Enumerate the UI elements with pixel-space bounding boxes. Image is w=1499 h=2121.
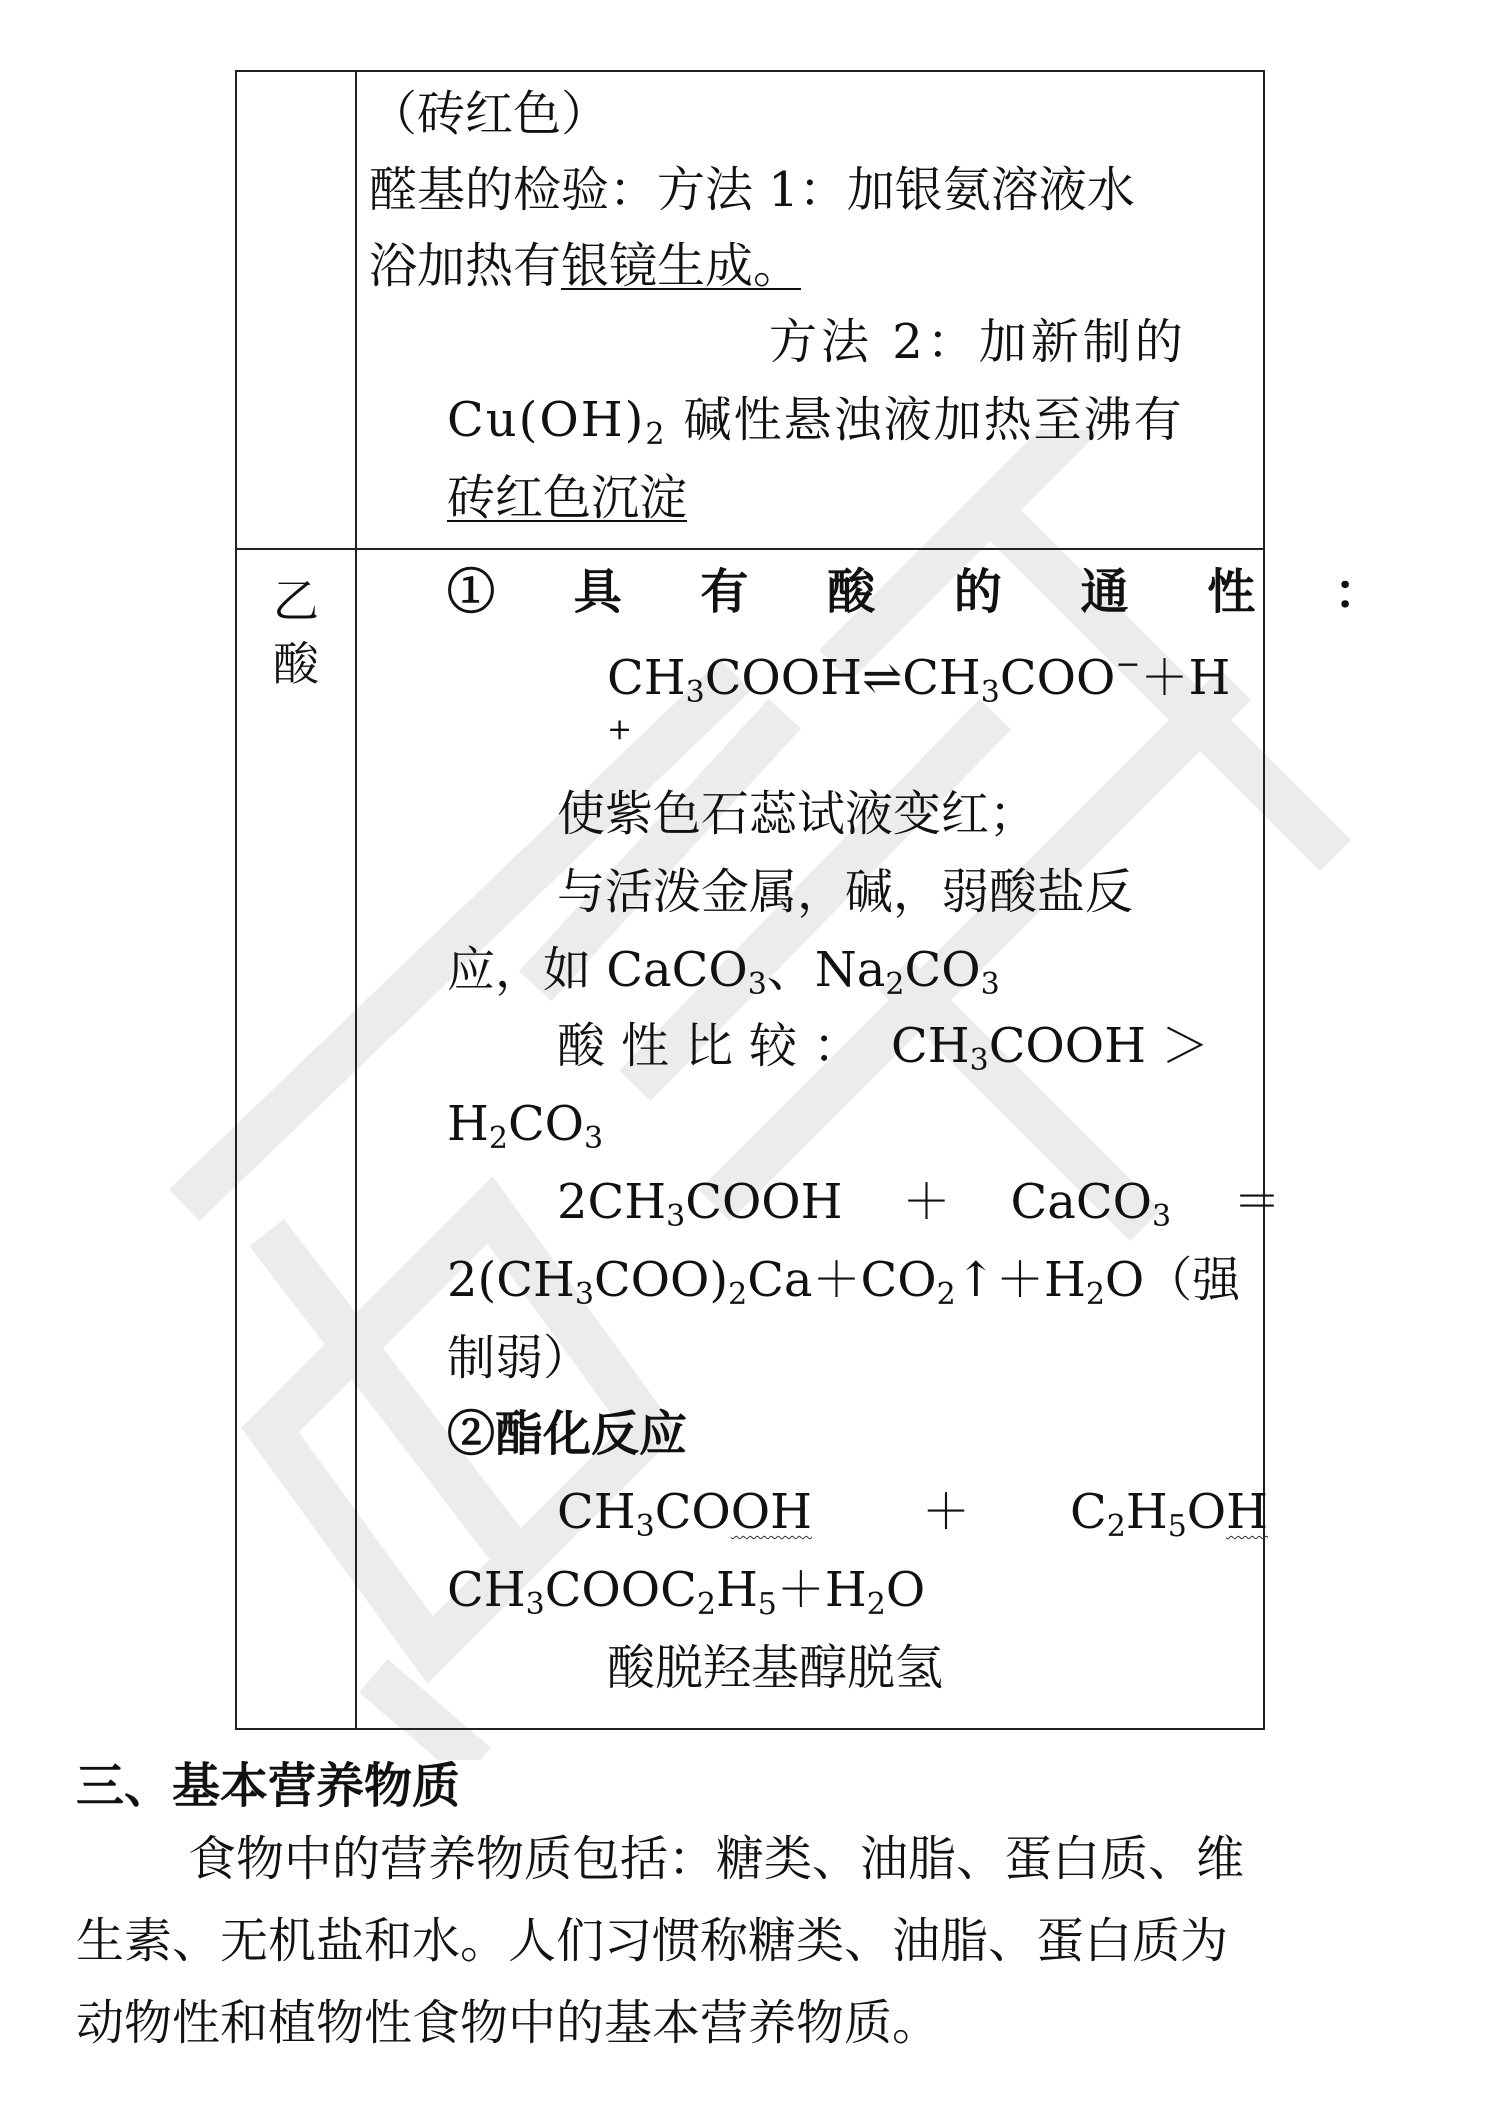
esterification-line-2: $CH_3COOC_2H_5+H_2O$	[447, 1562, 926, 1622]
proton-charge: +	[607, 712, 633, 747]
brick-red-precipitate-underlined: 砖红色沉淀	[447, 470, 688, 526]
acidity-compare-line: 酸性比较： $CH_3COOH$ ＞	[557, 1018, 1210, 1078]
acid-property-heading: ① 具 有 酸 的 通 性 ：	[447, 564, 1413, 620]
esterification-heading: ②酯化反应	[447, 1406, 688, 1462]
paragraph-line: 动物性和植物性食物中的基本营养物质。	[76, 1995, 941, 2051]
acetic-acid-content-cell	[356, 549, 1413, 1729]
aldehyde-test-method1-line: 醛基的检验：方法 1：加银氨溶液水	[369, 162, 1135, 218]
body-paragraph	[76, 1818, 1436, 2064]
section-heading: 三、基本营养物质	[76, 1758, 461, 1814]
acetic-acid-name-cell: 乙 酸	[236, 549, 356, 1729]
table-row	[236, 549, 1264, 1729]
carbonate-equation-line-1: $2CH_3COOH$ ＋ CaCO$_3$ ＝	[557, 1174, 1282, 1234]
reaction-line-1: 与活泼金属，碱，弱酸盐反	[557, 864, 1134, 920]
strong-weak-note: 制弱）	[447, 1330, 592, 1386]
carbonate-equation-line-2: $2(CH_3COO)_2Ca+CO_2↑+H_2O$（强	[447, 1252, 1241, 1312]
aldehyde-content-cell	[356, 71, 1264, 549]
hydroxyl-wavy: OH	[730, 1484, 812, 1540]
esterification-line-1: $CH_3COOH + C_2H_5OH$	[557, 1484, 1268, 1544]
brick-red-note: （砖红色）	[369, 86, 610, 142]
content-table	[235, 70, 1413, 1730]
paragraph-line: 生素、无机盐和水。人们习惯称糖类、油脂、蛋白质为	[76, 1913, 1229, 1969]
litmus-line: 使紫色石蕊试液变红；	[557, 786, 1038, 842]
hydrogen-wavy: H	[1226, 1484, 1268, 1540]
name-cell-empty	[236, 71, 356, 549]
method2-line: 方法 2：加新制的	[769, 314, 1187, 370]
silver-mirror-underlined: 银镜生成。	[561, 238, 802, 294]
carbonic-acid-line: $H_2CO_3$	[447, 1096, 604, 1156]
paragraph-line: 食物中的营养物质包括：糖类、油脂、蛋白质、维	[188, 1831, 1245, 1887]
silver-mirror-line: 浴加热有银镜生成。	[369, 238, 802, 294]
esterification-note: 酸脱羟基醇脱氢	[607, 1640, 944, 1696]
copper-hydroxide-line: $Cu(OH)_2$ 碱性悬浊液加热至沸有	[447, 392, 1184, 452]
reaction-line-2: 应，如 CaCO$_3$、$Na_2CO_3$	[447, 942, 1000, 1002]
ionization-equation: $CH_3COOH\rightleftharpoons CH_3COO^-+H$	[607, 647, 1231, 710]
table-row	[236, 71, 1264, 549]
